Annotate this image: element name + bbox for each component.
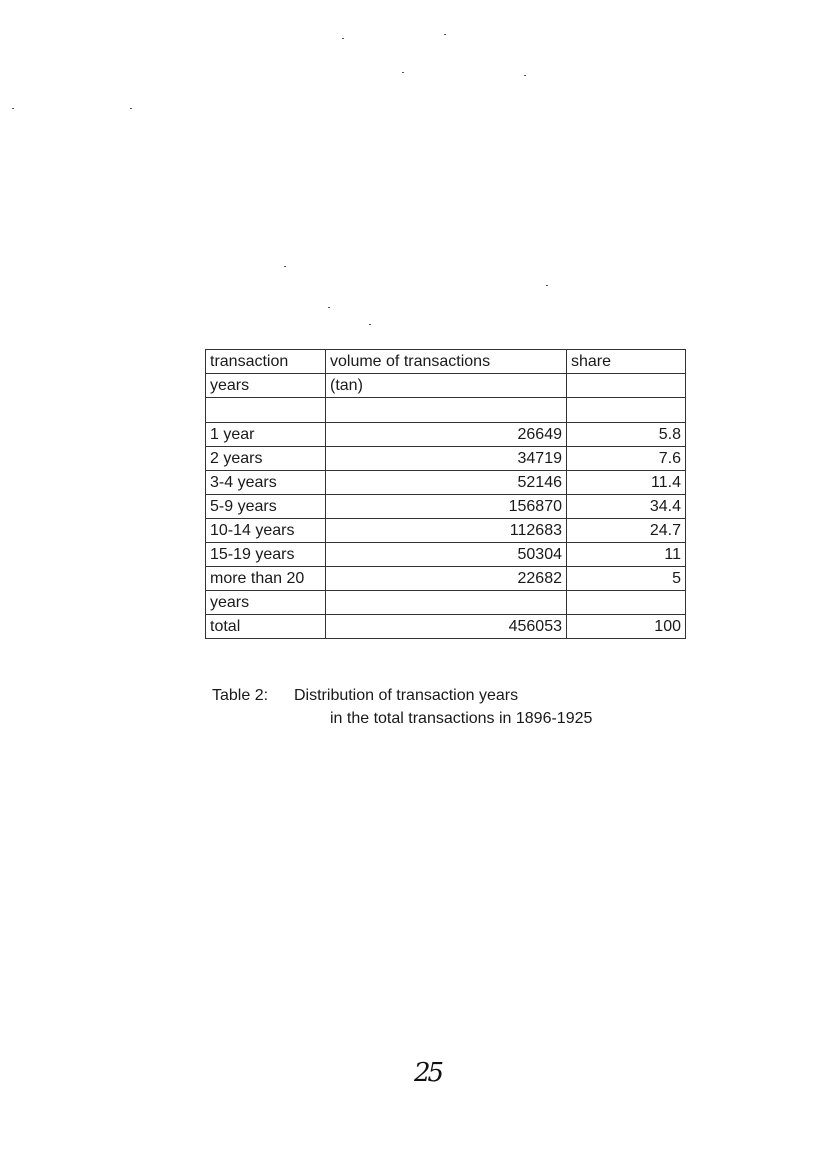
years-cell: 3-4 years — [206, 471, 326, 495]
volume-cell: 156870 — [326, 495, 567, 519]
table-cell — [567, 398, 686, 423]
share-cell: 100 — [567, 615, 686, 639]
table-header-cell: years — [206, 374, 326, 398]
handwritten-page-number: 25 — [414, 1058, 442, 1088]
table-header-cell — [567, 374, 686, 398]
years-cell: 2 years — [206, 447, 326, 471]
years-cell: 10-14 years — [206, 519, 326, 543]
years-cell: years — [206, 591, 326, 615]
table-row — [206, 471, 686, 495]
table-header-cell: volume of transactions — [326, 350, 567, 374]
scan-speck — [402, 72, 404, 73]
share-cell: 5.8 — [567, 423, 686, 447]
table-row — [206, 591, 686, 615]
caption-label: Table 2: — [212, 687, 269, 704]
caption-line-2: in the total transactions in 1896-1925 — [330, 710, 593, 727]
share-cell — [567, 591, 686, 615]
scan-speck — [284, 266, 286, 267]
share-cell: 7.6 — [567, 447, 686, 471]
volume-cell: 22682 — [326, 567, 567, 591]
table-header-cell: (tan) — [326, 374, 567, 398]
scan-speck — [444, 34, 446, 35]
years-cell: 15-19 years — [206, 543, 326, 567]
share-cell: 34.4 — [567, 495, 686, 519]
table-header-row — [206, 374, 686, 398]
table-cell — [206, 398, 326, 423]
volume-cell: 26649 — [326, 423, 567, 447]
table-row — [206, 495, 686, 519]
scan-speck — [328, 307, 330, 308]
table-row — [206, 519, 686, 543]
table-row — [206, 447, 686, 471]
transaction-years-table — [205, 349, 686, 639]
share-cell: 11.4 — [567, 471, 686, 495]
share-cell: 24.7 — [567, 519, 686, 543]
years-cell: 5-9 years — [206, 495, 326, 519]
table-header-cell: share — [567, 350, 686, 374]
scan-speck — [546, 285, 548, 286]
table-total-row — [206, 615, 686, 639]
scan-speck — [130, 108, 132, 109]
volume-cell: 50304 — [326, 543, 567, 567]
share-cell: 5 — [567, 567, 686, 591]
table-row — [206, 423, 686, 447]
scan-speck — [524, 75, 526, 76]
scan-speck — [12, 108, 14, 109]
volume-cell: 112683 — [326, 519, 567, 543]
years-cell: total — [206, 615, 326, 639]
table-header-row — [206, 350, 686, 374]
volume-cell: 34719 — [326, 447, 567, 471]
share-cell: 11 — [567, 543, 686, 567]
scan-speck — [369, 324, 371, 325]
scan-speck — [342, 38, 344, 39]
years-cell: 1 year — [206, 423, 326, 447]
volume-cell: 456053 — [326, 615, 567, 639]
table-header-cell: transaction — [206, 350, 326, 374]
volume-cell: 52146 — [326, 471, 567, 495]
years-cell: more than 20 — [206, 567, 326, 591]
table-cell — [326, 398, 567, 423]
table-row — [206, 543, 686, 567]
caption-text: Distribution of transaction years — [294, 687, 519, 704]
table-spacer-row — [206, 398, 686, 423]
table-row — [206, 567, 686, 591]
volume-cell — [326, 591, 567, 615]
caption-line-1 — [212, 684, 592, 707]
table-caption — [212, 684, 592, 730]
